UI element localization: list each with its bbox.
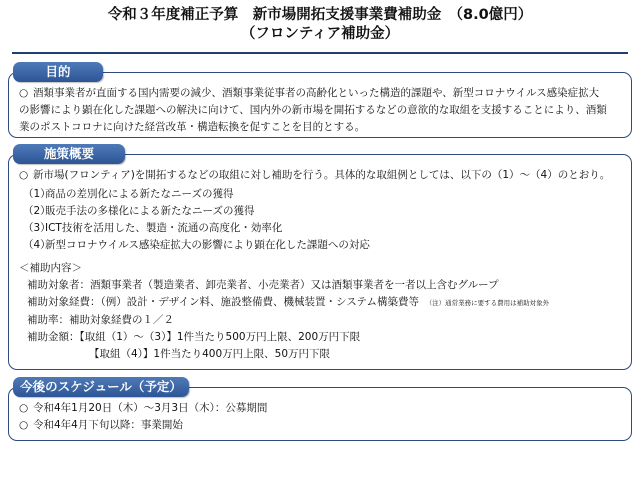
purpose-section: [8, 62, 632, 138]
overview-item: （4）新型コロナウイルス感染症拡大の影響により顕在化した課題への対応: [23, 239, 370, 251]
overview-heading: 施策概要: [13, 144, 125, 164]
subsidy-amount-1: 補助金額：【取組（1）～（3）】1件当たり500万円上限、200万円下限: [27, 331, 361, 343]
overview-section: [8, 144, 632, 370]
overview-box: [8, 154, 632, 370]
subsidy-heading: ＜補助内容＞: [19, 262, 82, 274]
title-line-1: 令和３年度補正予算 新市場開拓支援事業費補助金 （8.0億円）: [107, 7, 533, 23]
overview-item: （3）ICT技術を活用した、製造・流通の高度化・効率化: [23, 222, 283, 234]
purpose-line-2: の影響により顕在化した課題への解決に向けて、国内外の新市場を開拓するなどの意欲的な取組を支援することにより、酒類: [19, 104, 607, 116]
overview-intro: 新市場(フロンティア)を開拓するなどの取組に対し補助を行う。具体的な取組例としては、以下の（1）～（4）のとおり。: [33, 169, 611, 181]
title-line-2: （フロンティア補助金）: [240, 26, 400, 42]
schedule-section: [8, 377, 632, 441]
overview-item: （2）販売手法の多様化による新たなニーズの獲得: [23, 205, 255, 217]
overview-content: [19, 167, 623, 363]
subsidy-amount-2: 【取組（4）】1件当たり400万円上限、50万円下限: [89, 348, 331, 360]
overview-item: （1）商品の差別化による新たなニーズの獲得: [23, 188, 234, 200]
overview-bullet: ○: [19, 169, 29, 181]
document-title: [0, 6, 640, 44]
title-divider: [12, 52, 628, 54]
purpose-line-3: 業のポストコロナに向けた経営改革・構造転換を促すことを目的とする。: [19, 121, 366, 133]
purpose-content: [19, 85, 623, 136]
purpose-heading: 目的: [13, 62, 103, 82]
subsidy-expenses: 補助対象経費：（例）設計・デザイン料、施設整備費、機械装置・システム構築費等: [27, 296, 419, 308]
subsidy-expenses-row: [19, 294, 623, 312]
subsidy-target: 補助対象者：酒類事業者（製造業者、卸売業者、小売業者）又は酒類事業者を一者以上含むグループ: [27, 279, 499, 291]
purpose-line-1: 酒類事業者が直面する国内需要の減少、酒類事業従事者の高齢化といった構造的課題や、新型コロナウイルス感染症拡大: [33, 87, 600, 99]
purpose-box: [8, 72, 632, 138]
schedule-item: ○ 令和4年1月20日（木）～3月3日（木）：公募期間: [19, 402, 268, 414]
subsidy-expenses-note: （注）通常業務に要する費用は補助対象外: [425, 299, 550, 307]
schedule-content: [19, 400, 623, 434]
subsidy-rate: 補助率：補助対象経費の１／２: [27, 314, 174, 326]
schedule-item: ○ 令和4年4月下旬以降：事業開始: [19, 419, 183, 431]
schedule-heading: 今後のスケジュール（予定）: [13, 377, 189, 397]
purpose-bullet: ○: [19, 87, 29, 99]
